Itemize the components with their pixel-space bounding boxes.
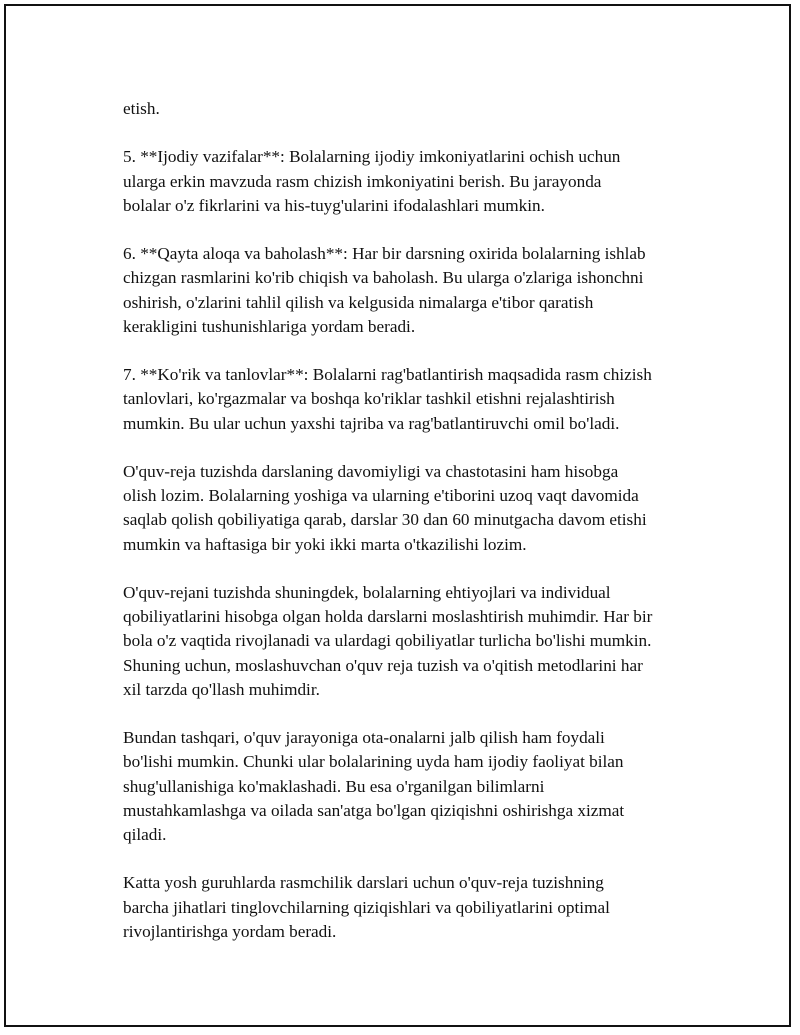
text-line: Bundan tashqari, o'quv jarayoniga ota-onalarni jalb qilish ham foydali: [123, 728, 605, 748]
text-line: tanlovlari, ko'rgazmalar va boshqa ko'riklar tashkil etishni rejalashtirish: [123, 389, 615, 409]
text-line: 5. **Ijodiy vazifalar**: Bolalarning ijodiy imkoniyatlarini ochish uchun: [123, 147, 621, 167]
text-line: rivojlantirishga yordam beradi.: [123, 921, 337, 941]
text-line: barcha jihatlari tinglovchilarning qiziqishlari va qobiliyatlarini optimal: [123, 897, 610, 917]
text-line: Katta yosh guruhlarda rasmchilik darslari uchun o'quv-reja tuzishning: [123, 873, 604, 893]
page-frame: [4, 4, 791, 1027]
text-line: 6. **Qayta aloqa va baholash**: Har bir darsning oxirida bolalarning ishlab: [123, 244, 646, 264]
text-line: oshirish, o'zlarini tahlil qilish va kelgusida nimalarga e'tibor qaratish: [123, 292, 594, 312]
text-line: bolalar o'z fikrlarini va his-tuyg'ularini ifodalashlari mumkin.: [123, 195, 545, 215]
paragraph: [123, 460, 713, 557]
text-line: xil tarzda qo'llash muhimdir.: [123, 679, 320, 699]
text-line: saqlab qolish qobiliyatiga qarab, darslar 30 dan 60 minutgacha davom etishi: [123, 510, 647, 530]
paragraph: [123, 581, 713, 702]
text-line: bola o'z vaqtida rivojlanadi va ulardagi qobiliyatlar turlicha bo'lishi mumkin.: [123, 631, 652, 651]
paragraph: [123, 363, 713, 436]
text-line: mustahkamlashga va oilada san'atga bo'lgan qiziqishni oshirishga xizmat: [123, 800, 625, 820]
text-line: chizgan rasmlarini ko'rib chiqish va baholash. Bu ularga o'zlariga ishonchni: [123, 268, 644, 288]
text-line: 7. **Ko'rik va tanlovlar**: Bolalarni rag'batlantirish maqsadida rasm chizish: [123, 365, 652, 385]
paragraph: [123, 242, 713, 339]
paragraph: [123, 726, 713, 847]
text-line: qiladi.: [123, 825, 167, 844]
paragraph: [123, 97, 713, 121]
text-line: mumkin. Bu ular uchun yaxshi tajriba va rag'batlantiruvchi omil bo'ladi.: [123, 413, 620, 433]
text-line: olish lozim. Bolalarning yoshiga va ularning e'tiborini uzoq vaqt davomida: [123, 486, 639, 506]
document-body: [123, 97, 713, 968]
paragraph: [123, 145, 713, 218]
text-line: mumkin va haftasiga bir yoki ikki marta o'tkazilishi lozim.: [123, 534, 527, 554]
text-line: O'quv-rejani tuzishda shuningdek, bolalarning ehtiyojlari va individual: [123, 582, 611, 602]
text-line: O'quv-reja tuzishda darslaning davomiyligi va chastotasini ham hisobga: [123, 461, 619, 481]
text-line: kerakligini tushunishlariga yordam beradi.: [123, 316, 416, 336]
text-line: shug'ullanishiga ko'maklashadi. Bu esa o'rganilgan bilimlarni: [123, 776, 545, 796]
paragraph: [123, 871, 713, 944]
text-line: etish.: [123, 99, 160, 118]
text-line: ularga erkin mavzuda rasm chizish imkoniyatini berish. Bu jarayonda: [123, 171, 602, 191]
text-line: bo'lishi mumkin. Chunki ular bolalarining uyda ham ijodiy faoliyat bilan: [123, 752, 624, 772]
text-line: qobiliyatlarini hisobga olgan holda darslarni moslashtirish muhimdir. Har bir: [123, 607, 653, 627]
text-line: Shuning uchun, moslashuvchan o'quv reja tuzish va o'qitish metodlarini har: [123, 655, 643, 675]
